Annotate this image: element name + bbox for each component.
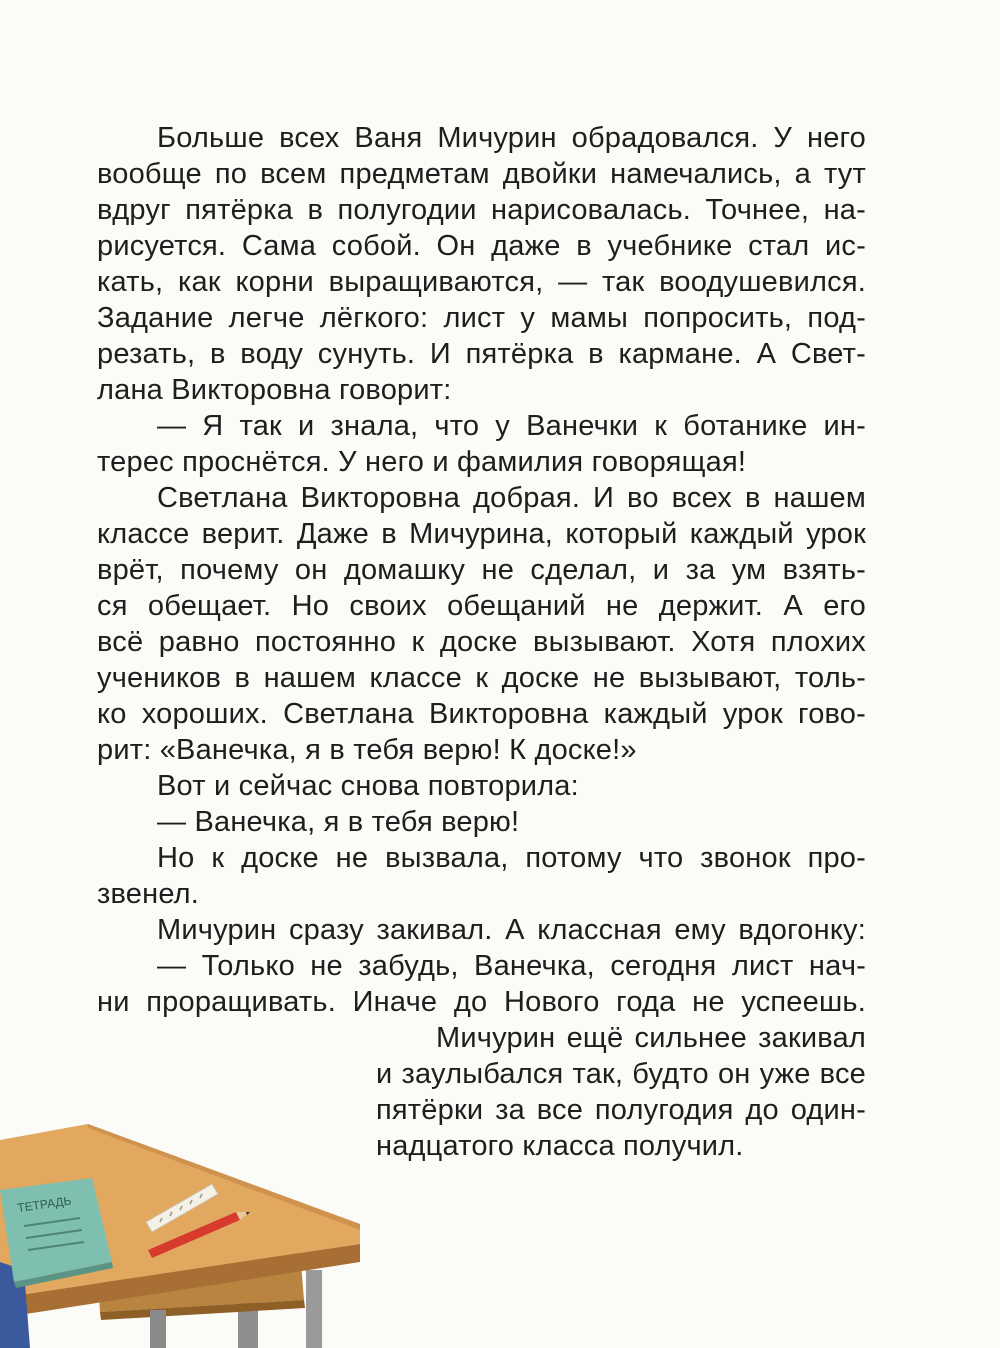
school-desk-illustration <box>0 1110 380 1348</box>
text-line: Светлана Викторовна добрая. И во всех в нашем <box>157 482 866 514</box>
text-line: всё равно постоянно к доске вызывают. Хотя плохих <box>97 626 866 658</box>
text-line: Больше всех Ваня Мичурин обрадовался. У него <box>157 122 866 154</box>
text-line: ни проращивать. Иначе до Нового года не успеешь. <box>97 986 866 1018</box>
text-line: звенел. <box>97 878 200 910</box>
text-line: рит: «Ванечка, я в тебя верю! К доске!» <box>97 734 637 766</box>
text-line: Задание легче лёгкого: лист у мамы попросить, под- <box>97 302 866 334</box>
text-line: Вот и сейчас снова повторила: <box>157 770 579 802</box>
text-line: лана Викторовна говорит: <box>97 374 452 406</box>
text-line: учеников в нашем классе к доске не вызывают, толь- <box>97 662 866 694</box>
text-line: Но к доске не вызвала, потому что звонок про- <box>157 842 866 874</box>
notebook-label: ТЕТРАДЬ <box>16 1193 73 1215</box>
text-line: пятёрки за все полугодия до один- <box>376 1094 866 1126</box>
text-line: классе верит. Даже в Мичурина, который каждый урок <box>97 518 866 550</box>
text-line: Мичурин ещё сильнее закивал <box>436 1022 866 1054</box>
text-line: врёт, почему он домашку не сделал, и за ум взять- <box>97 554 866 586</box>
text-line: и заулыбался так, будто он уже все <box>376 1058 866 1090</box>
text-line: кать, как корни выращиваются, — так воодушевился. <box>97 266 866 298</box>
text-line: резать, в воду сунуть. И пятёрка в кармане. А Свет- <box>97 338 866 370</box>
text-line: надцатого класса получил. <box>376 1130 744 1162</box>
text-line: — Только не забудь, Ванечка, сегодня лист нач- <box>157 950 866 982</box>
text-line: рисуется. Сама собой. Он даже в учебнике стал ис- <box>97 230 866 262</box>
text-line: — Я так и знала, что у Ванечки к ботанике ин- <box>157 410 866 442</box>
text-line: ко хороших. Светлана Викторовна каждый урок гово- <box>97 698 866 730</box>
text-line: терес проснётся. У него и фамилия говорящая! <box>97 446 747 478</box>
text-line: — Ванечка, я в тебя верю! <box>157 806 520 838</box>
text-line: Мичурин сразу закивал. А классная ему вдогонку: <box>157 914 866 946</box>
text-line: ся обещает. Но своих обещаний не держит. А его <box>97 590 866 622</box>
text-line: вообще по всем предметам двойки намечались, а тут <box>97 158 866 190</box>
text-line: вдруг пятёрка в полугодии нарисовалась. Точнее, на- <box>97 194 866 226</box>
